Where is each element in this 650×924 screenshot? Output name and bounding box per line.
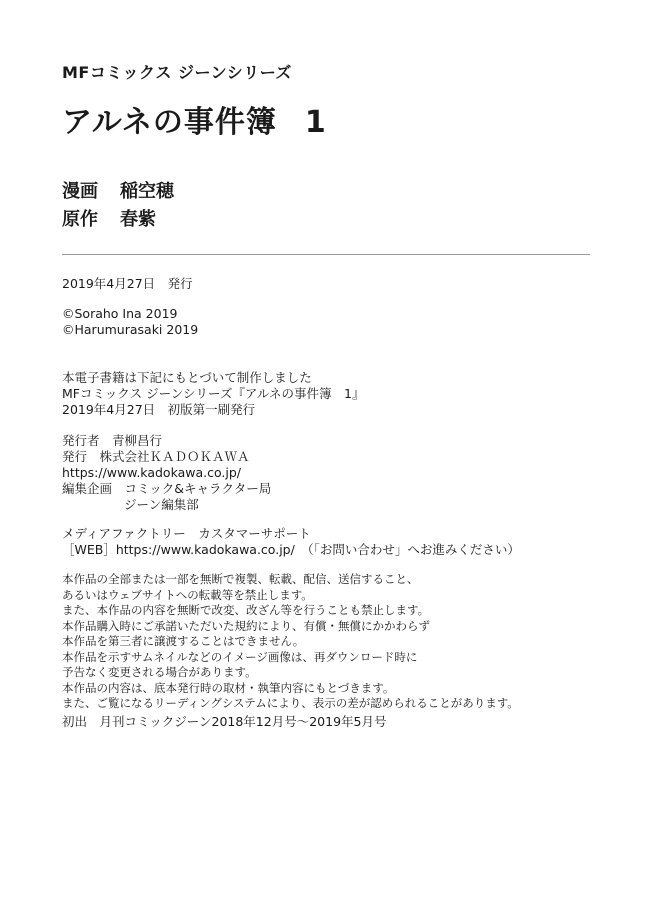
publish-date: 2019年4月27日 発行 bbox=[62, 276, 193, 291]
copyright-line: ©Harumurasaki 2019 bbox=[62, 322, 199, 337]
credit-original-story bbox=[62, 205, 156, 231]
credit-role: 漫画 bbox=[62, 181, 98, 202]
title-text: アルネの事件簿 bbox=[62, 105, 277, 140]
notice-line: 本作品購入時にご承諾いただいた規約により、有償・無償にかかわらず bbox=[62, 618, 430, 633]
credit-name: 春紫 bbox=[120, 209, 156, 230]
credit-role: 原作 bbox=[62, 209, 98, 230]
first-appearance: 初出 月刊コミックジーン2018年12月号～2019年5月号 bbox=[62, 714, 387, 729]
editorial-dept: ジーン編集部 bbox=[124, 497, 199, 512]
series-name: MFコミックス ジーンシリーズ bbox=[62, 63, 292, 82]
notice-line: 本作品の全部または一部を無断で複製、転載、配信、送信すること、 bbox=[62, 572, 419, 586]
notice-section bbox=[62, 572, 519, 712]
divider bbox=[62, 254, 590, 255]
origin-line: 本電子書籍は下記にもとづいて制作しました bbox=[62, 370, 312, 385]
credit-artist bbox=[62, 177, 174, 203]
notice-line: 本作品を第三者に譲渡することはできません。 bbox=[62, 634, 305, 648]
copyright-section bbox=[62, 306, 198, 338]
publisher-section bbox=[62, 433, 271, 513]
origin-line: 2019年4月27日 初版第一刷発行 bbox=[62, 402, 256, 417]
publisher-url: https://www.kadokawa.co.jp/ bbox=[62, 465, 241, 480]
support-name: メディアファクトリー カスタマーサポート bbox=[62, 526, 311, 541]
notice-line: また、ご覧になるリーディングシステムにより、表示の差が認められることがあります。 bbox=[62, 696, 519, 710]
issuer-line: 発行 株式会社ＫＡＤＯＫＡＷＡ bbox=[62, 449, 250, 464]
support-web: ［WEB］https://www.kadokawa.co.jp/ （「お問い合わせ」へお進みください） bbox=[62, 542, 520, 557]
publish-date-section bbox=[62, 276, 193, 292]
first-appearance-section bbox=[62, 714, 386, 730]
origin-section bbox=[62, 370, 364, 418]
origin-line: MFコミックス ジーンシリーズ『アルネの事件簿 1』 bbox=[62, 386, 365, 401]
notice-line: あるいはウェブサイトへの転載等を禁止します。 bbox=[62, 587, 313, 602]
notice-line: 本作品を示すサムネイルなどのイメージ画像は、再ダウンロード時に bbox=[62, 649, 418, 664]
copyright-line: ©Soraho Ina 2019 bbox=[62, 306, 178, 321]
notice-line: 本作品の内容は、底本発行時の取材・執筆内容にもとづきます。 bbox=[62, 680, 395, 695]
editorial-line: 編集企画 コミック&キャラクター局 bbox=[62, 481, 272, 496]
publisher-line: 発行者 青柳昌行 bbox=[62, 433, 163, 448]
book-title bbox=[62, 97, 327, 141]
notice-line: 予告なく変更される場合があります。 bbox=[62, 665, 257, 679]
notice-line: また、本作品の内容を無断で改変、改ざん等を行うことも禁止します。 bbox=[62, 603, 430, 617]
support-section bbox=[62, 526, 520, 558]
credit-name: 稲空穂 bbox=[120, 181, 174, 202]
volume-number: 1 bbox=[304, 105, 327, 140]
